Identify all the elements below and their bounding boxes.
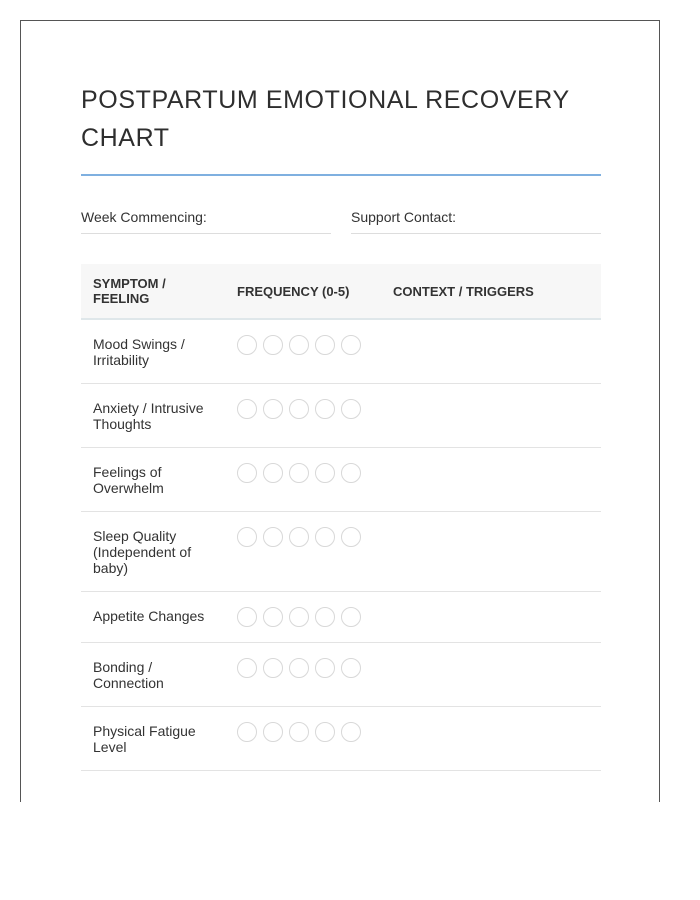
table-row <box>81 592 601 643</box>
header-symptom: SYMPTOM / FEELING <box>81 264 225 319</box>
context-cell[interactable] <box>381 319 601 384</box>
context-cell[interactable] <box>381 643 601 707</box>
rating-circle[interactable] <box>341 607 361 627</box>
rating-circle[interactable] <box>315 527 335 547</box>
table-row <box>81 643 601 707</box>
context-cell[interactable] <box>381 384 601 448</box>
rating-circle[interactable] <box>263 463 283 483</box>
rating-circles <box>237 722 369 742</box>
rating-circle[interactable] <box>237 607 257 627</box>
frequency-rating <box>225 707 381 771</box>
rating-circle[interactable] <box>237 658 257 678</box>
support-contact-field[interactable]: Support Contact: <box>351 209 601 234</box>
frequency-rating <box>225 319 381 384</box>
table-row <box>81 319 601 384</box>
context-cell[interactable] <box>381 707 601 771</box>
table-body <box>81 319 601 771</box>
table-row <box>81 384 601 448</box>
context-cell[interactable] <box>381 592 601 643</box>
table-row <box>81 512 601 592</box>
rating-circle[interactable] <box>341 463 361 483</box>
rating-circle[interactable] <box>263 722 283 742</box>
rating-circle[interactable] <box>289 399 309 419</box>
table-row <box>81 448 601 512</box>
header-context: CONTEXT / TRIGGERS <box>381 264 601 319</box>
rating-circle[interactable] <box>237 335 257 355</box>
rating-circle[interactable] <box>315 335 335 355</box>
rating-circles <box>237 399 369 419</box>
symptom-label: Appetite Changes <box>81 592 225 643</box>
frequency-rating <box>225 643 381 707</box>
chart-sheet <box>20 20 660 802</box>
rating-circle[interactable] <box>315 463 335 483</box>
rating-circle[interactable] <box>315 722 335 742</box>
rating-circle[interactable] <box>341 527 361 547</box>
rating-circle[interactable] <box>341 722 361 742</box>
chart-content <box>81 81 601 771</box>
symptom-label: Bonding / Connection <box>81 643 225 707</box>
rating-circle[interactable] <box>263 607 283 627</box>
meta-fields <box>81 209 601 234</box>
rating-circle[interactable] <box>237 399 257 419</box>
frequency-rating <box>225 448 381 512</box>
table-row <box>81 707 601 771</box>
page-title: POSTPARTUM EMOTIONAL RECOVERY CHART <box>81 81 601 176</box>
rating-circle[interactable] <box>289 335 309 355</box>
rating-circle[interactable] <box>289 658 309 678</box>
rating-circle[interactable] <box>263 658 283 678</box>
rating-circle[interactable] <box>289 527 309 547</box>
table-header-row <box>81 264 601 319</box>
symptom-label: Sleep Quality (Independent of baby) <box>81 512 225 592</box>
rating-circle[interactable] <box>341 335 361 355</box>
frequency-rating <box>225 592 381 643</box>
rating-circles <box>237 463 369 483</box>
symptom-label: Physical Fatigue Level <box>81 707 225 771</box>
rating-circle[interactable] <box>237 463 257 483</box>
rating-circles <box>237 658 369 678</box>
rating-circle[interactable] <box>237 527 257 547</box>
rating-circles <box>237 335 369 355</box>
rating-circle[interactable] <box>263 527 283 547</box>
rating-circle[interactable] <box>263 399 283 419</box>
context-cell[interactable] <box>381 448 601 512</box>
rating-circle[interactable] <box>341 399 361 419</box>
rating-circle[interactable] <box>289 722 309 742</box>
frequency-rating <box>225 512 381 592</box>
rating-circles <box>237 527 369 547</box>
rating-circle[interactable] <box>289 463 309 483</box>
rating-circle[interactable] <box>315 399 335 419</box>
rating-circle[interactable] <box>315 607 335 627</box>
week-commencing-field[interactable]: Week Commencing: <box>81 209 331 234</box>
rating-circle[interactable] <box>263 335 283 355</box>
frequency-rating <box>225 384 381 448</box>
rating-circle[interactable] <box>315 658 335 678</box>
rating-circle[interactable] <box>289 607 309 627</box>
symptom-label: Feelings of Overwhelm <box>81 448 225 512</box>
context-cell[interactable] <box>381 512 601 592</box>
rating-circle[interactable] <box>341 658 361 678</box>
symptom-table <box>81 264 601 771</box>
rating-circles <box>237 607 369 627</box>
header-frequency: FREQUENCY (0-5) <box>225 264 381 319</box>
symptom-label: Mood Swings / Irritability <box>81 319 225 384</box>
rating-circle[interactable] <box>237 722 257 742</box>
symptom-label: Anxiety / Intrusive Thoughts <box>81 384 225 448</box>
